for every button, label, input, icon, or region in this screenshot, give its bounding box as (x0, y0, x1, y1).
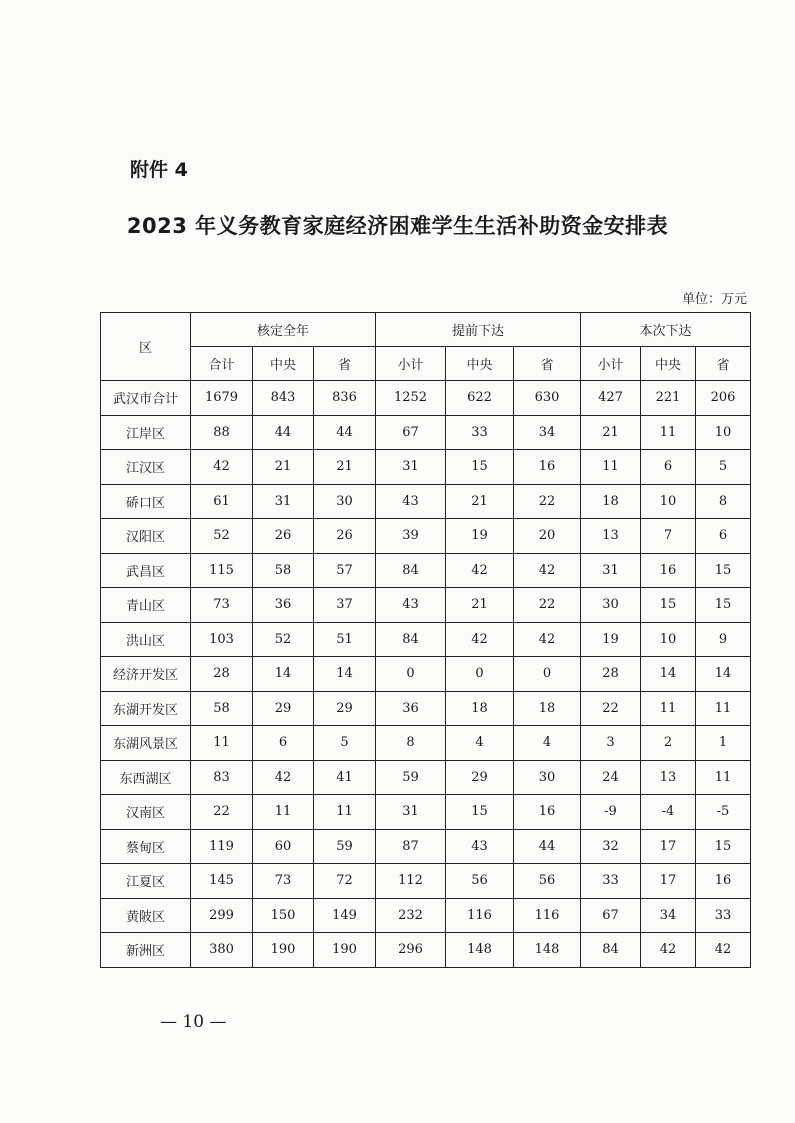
group-header: 本次下达 (581, 313, 751, 347)
sub-header: 省 (514, 347, 581, 381)
value-cell: 83 (191, 760, 253, 795)
value-cell: 44 (514, 829, 581, 864)
value-cell: 21 (253, 450, 314, 485)
value-cell: 84 (376, 622, 446, 657)
value-cell: 14 (314, 657, 376, 692)
region-header: 区 (101, 313, 191, 381)
value-cell: 119 (191, 829, 253, 864)
value-cell: 42 (514, 622, 581, 657)
value-cell: 149 (314, 898, 376, 933)
table-row (101, 622, 751, 657)
value-cell: 11 (641, 691, 696, 726)
value-cell: 30 (581, 588, 641, 623)
value-cell: 39 (376, 519, 446, 554)
table-row (101, 450, 751, 485)
value-cell: 15 (696, 588, 751, 623)
value-cell: 22 (514, 484, 581, 519)
value-cell: 88 (191, 415, 253, 450)
value-cell: 41 (314, 760, 376, 795)
value-cell: 5 (314, 726, 376, 761)
value-cell: 31 (376, 450, 446, 485)
value-cell: 42 (191, 450, 253, 485)
value-cell: 24 (581, 760, 641, 795)
value-cell: 380 (191, 933, 253, 968)
value-cell: 10 (641, 484, 696, 519)
value-cell: 18 (581, 484, 641, 519)
table-row (101, 726, 751, 761)
table-row (101, 657, 751, 692)
value-cell: 20 (514, 519, 581, 554)
value-cell: 116 (446, 898, 514, 933)
value-cell: 843 (253, 381, 314, 416)
table-row (101, 484, 751, 519)
table-body (101, 381, 751, 968)
value-cell: 1679 (191, 381, 253, 416)
region-cell: 江夏区 (101, 864, 191, 899)
value-cell: 30 (514, 760, 581, 795)
value-cell: 836 (314, 381, 376, 416)
value-cell: 14 (696, 657, 751, 692)
table-row (101, 381, 751, 416)
value-cell: 11 (253, 795, 314, 830)
sub-header: 小计 (581, 347, 641, 381)
region-cell: 青山区 (101, 588, 191, 623)
table-row (101, 588, 751, 623)
value-cell: 36 (253, 588, 314, 623)
value-cell: 29 (446, 760, 514, 795)
value-cell: 206 (696, 381, 751, 416)
value-cell: 42 (446, 553, 514, 588)
table-row (101, 864, 751, 899)
value-cell: 8 (696, 484, 751, 519)
value-cell: 103 (191, 622, 253, 657)
value-cell: 84 (581, 933, 641, 968)
value-cell: 299 (191, 898, 253, 933)
value-cell: 21 (446, 484, 514, 519)
value-cell: 42 (641, 933, 696, 968)
value-cell: 116 (514, 898, 581, 933)
value-cell: 4 (514, 726, 581, 761)
value-cell: 51 (314, 622, 376, 657)
value-cell: 42 (446, 622, 514, 657)
value-cell: 17 (641, 864, 696, 899)
value-cell: 42 (253, 760, 314, 795)
value-cell: 67 (376, 415, 446, 450)
value-cell: 4 (446, 726, 514, 761)
value-cell: 6 (253, 726, 314, 761)
value-cell: 31 (253, 484, 314, 519)
value-cell: 19 (581, 622, 641, 657)
table-row (101, 829, 751, 864)
value-cell: 10 (696, 415, 751, 450)
value-cell: 190 (253, 933, 314, 968)
value-cell: 26 (253, 519, 314, 554)
value-cell: 11 (581, 450, 641, 485)
value-cell: 67 (581, 898, 641, 933)
attachment-label: 附件 4 (130, 159, 188, 181)
value-cell: 2 (641, 726, 696, 761)
sub-header: 小计 (376, 347, 446, 381)
sub-header: 中央 (446, 347, 514, 381)
value-cell: 73 (191, 588, 253, 623)
value-cell: 232 (376, 898, 446, 933)
region-cell: 江汉区 (101, 450, 191, 485)
table-row (101, 898, 751, 933)
value-cell: 14 (641, 657, 696, 692)
value-cell: 52 (191, 519, 253, 554)
subsidy-table (100, 312, 751, 968)
sub-header: 中央 (641, 347, 696, 381)
region-cell: 蔡甸区 (101, 829, 191, 864)
value-cell: 22 (191, 795, 253, 830)
value-cell: 21 (314, 450, 376, 485)
region-cell: 汉南区 (101, 795, 191, 830)
value-cell: 13 (581, 519, 641, 554)
value-cell: -5 (696, 795, 751, 830)
value-cell: 16 (696, 864, 751, 899)
unit-label: 单位：万元 (681, 292, 747, 307)
value-cell: 148 (446, 933, 514, 968)
table-row (101, 760, 751, 795)
value-cell: 33 (696, 898, 751, 933)
table-row (101, 415, 751, 450)
value-cell: 296 (376, 933, 446, 968)
value-cell: 58 (191, 691, 253, 726)
value-cell: 57 (314, 553, 376, 588)
value-cell: 16 (514, 795, 581, 830)
value-cell: 31 (376, 795, 446, 830)
value-cell: 43 (446, 829, 514, 864)
header-row-groups (101, 313, 751, 347)
value-cell: -9 (581, 795, 641, 830)
value-cell: 59 (314, 829, 376, 864)
value-cell: 33 (446, 415, 514, 450)
value-cell: 150 (253, 898, 314, 933)
value-cell: 42 (696, 933, 751, 968)
value-cell: 56 (514, 864, 581, 899)
table-row (101, 519, 751, 554)
header-row-sub (101, 347, 751, 381)
value-cell: 1252 (376, 381, 446, 416)
value-cell: 145 (191, 864, 253, 899)
value-cell: 29 (253, 691, 314, 726)
group-header: 提前下达 (376, 313, 581, 347)
value-cell: 28 (191, 657, 253, 692)
sub-header: 中央 (253, 347, 314, 381)
value-cell: 622 (446, 381, 514, 416)
value-cell: 21 (446, 588, 514, 623)
table-row (101, 933, 751, 968)
region-cell: 硚口区 (101, 484, 191, 519)
value-cell: 630 (514, 381, 581, 416)
value-cell: 0 (514, 657, 581, 692)
value-cell: 22 (514, 588, 581, 623)
value-cell: 0 (446, 657, 514, 692)
value-cell: 148 (514, 933, 581, 968)
table-row (101, 553, 751, 588)
region-cell: 东湖风景区 (101, 726, 191, 761)
value-cell: 15 (446, 795, 514, 830)
value-cell: 73 (253, 864, 314, 899)
value-cell: 30 (314, 484, 376, 519)
value-cell: 52 (253, 622, 314, 657)
value-cell: 5 (696, 450, 751, 485)
sub-header: 合计 (191, 347, 253, 381)
value-cell: -4 (641, 795, 696, 830)
region-cell: 武昌区 (101, 553, 191, 588)
value-cell: 34 (514, 415, 581, 450)
value-cell: 15 (641, 588, 696, 623)
value-cell: 6 (696, 519, 751, 554)
value-cell: 19 (446, 519, 514, 554)
region-cell: 经济开发区 (101, 657, 191, 692)
value-cell: 11 (314, 795, 376, 830)
value-cell: 11 (696, 691, 751, 726)
value-cell: 60 (253, 829, 314, 864)
value-cell: 18 (446, 691, 514, 726)
value-cell: 6 (641, 450, 696, 485)
value-cell: 84 (376, 553, 446, 588)
value-cell: 87 (376, 829, 446, 864)
value-cell: 43 (376, 484, 446, 519)
value-cell: 16 (514, 450, 581, 485)
page-title: 2023 年义务教育家庭经济困难学生生活补助资金安排表 (126, 214, 669, 238)
region-cell: 汉阳区 (101, 519, 191, 554)
value-cell: 59 (376, 760, 446, 795)
value-cell: 11 (696, 760, 751, 795)
value-cell: 34 (641, 898, 696, 933)
value-cell: 15 (696, 553, 751, 588)
value-cell: 29 (314, 691, 376, 726)
value-cell: 22 (581, 691, 641, 726)
value-cell: 56 (446, 864, 514, 899)
value-cell: 58 (253, 553, 314, 588)
value-cell: 14 (253, 657, 314, 692)
value-cell: 44 (253, 415, 314, 450)
value-cell: 15 (696, 829, 751, 864)
region-cell: 黄陂区 (101, 898, 191, 933)
value-cell: 28 (581, 657, 641, 692)
value-cell: 10 (641, 622, 696, 657)
value-cell: 33 (581, 864, 641, 899)
table-row (101, 795, 751, 830)
sub-header: 省 (314, 347, 376, 381)
value-cell: 17 (641, 829, 696, 864)
region-cell: 新洲区 (101, 933, 191, 968)
value-cell: 9 (696, 622, 751, 657)
region-cell: 武汉市合计 (101, 381, 191, 416)
value-cell: 42 (514, 553, 581, 588)
value-cell: 16 (641, 553, 696, 588)
value-cell: 15 (446, 450, 514, 485)
group-header: 核定全年 (191, 313, 376, 347)
value-cell: 112 (376, 864, 446, 899)
value-cell: 0 (376, 657, 446, 692)
value-cell: 31 (581, 553, 641, 588)
value-cell: 8 (376, 726, 446, 761)
value-cell: 11 (191, 726, 253, 761)
region-cell: 江岸区 (101, 415, 191, 450)
value-cell: 72 (314, 864, 376, 899)
value-cell: 190 (314, 933, 376, 968)
region-cell: 洪山区 (101, 622, 191, 657)
value-cell: 43 (376, 588, 446, 623)
value-cell: 36 (376, 691, 446, 726)
value-cell: 18 (514, 691, 581, 726)
region-cell: 东湖开发区 (101, 691, 191, 726)
value-cell: 44 (314, 415, 376, 450)
value-cell: 11 (641, 415, 696, 450)
value-cell: 221 (641, 381, 696, 416)
value-cell: 61 (191, 484, 253, 519)
value-cell: 3 (581, 726, 641, 761)
region-cell: 东西湖区 (101, 760, 191, 795)
value-cell: 21 (581, 415, 641, 450)
table-row (101, 691, 751, 726)
value-cell: 7 (641, 519, 696, 554)
value-cell: 1 (696, 726, 751, 761)
value-cell: 32 (581, 829, 641, 864)
value-cell: 427 (581, 381, 641, 416)
page-number: — 10 — (160, 1012, 227, 1032)
value-cell: 13 (641, 760, 696, 795)
value-cell: 37 (314, 588, 376, 623)
value-cell: 26 (314, 519, 376, 554)
value-cell: 115 (191, 553, 253, 588)
sub-header: 省 (696, 347, 751, 381)
